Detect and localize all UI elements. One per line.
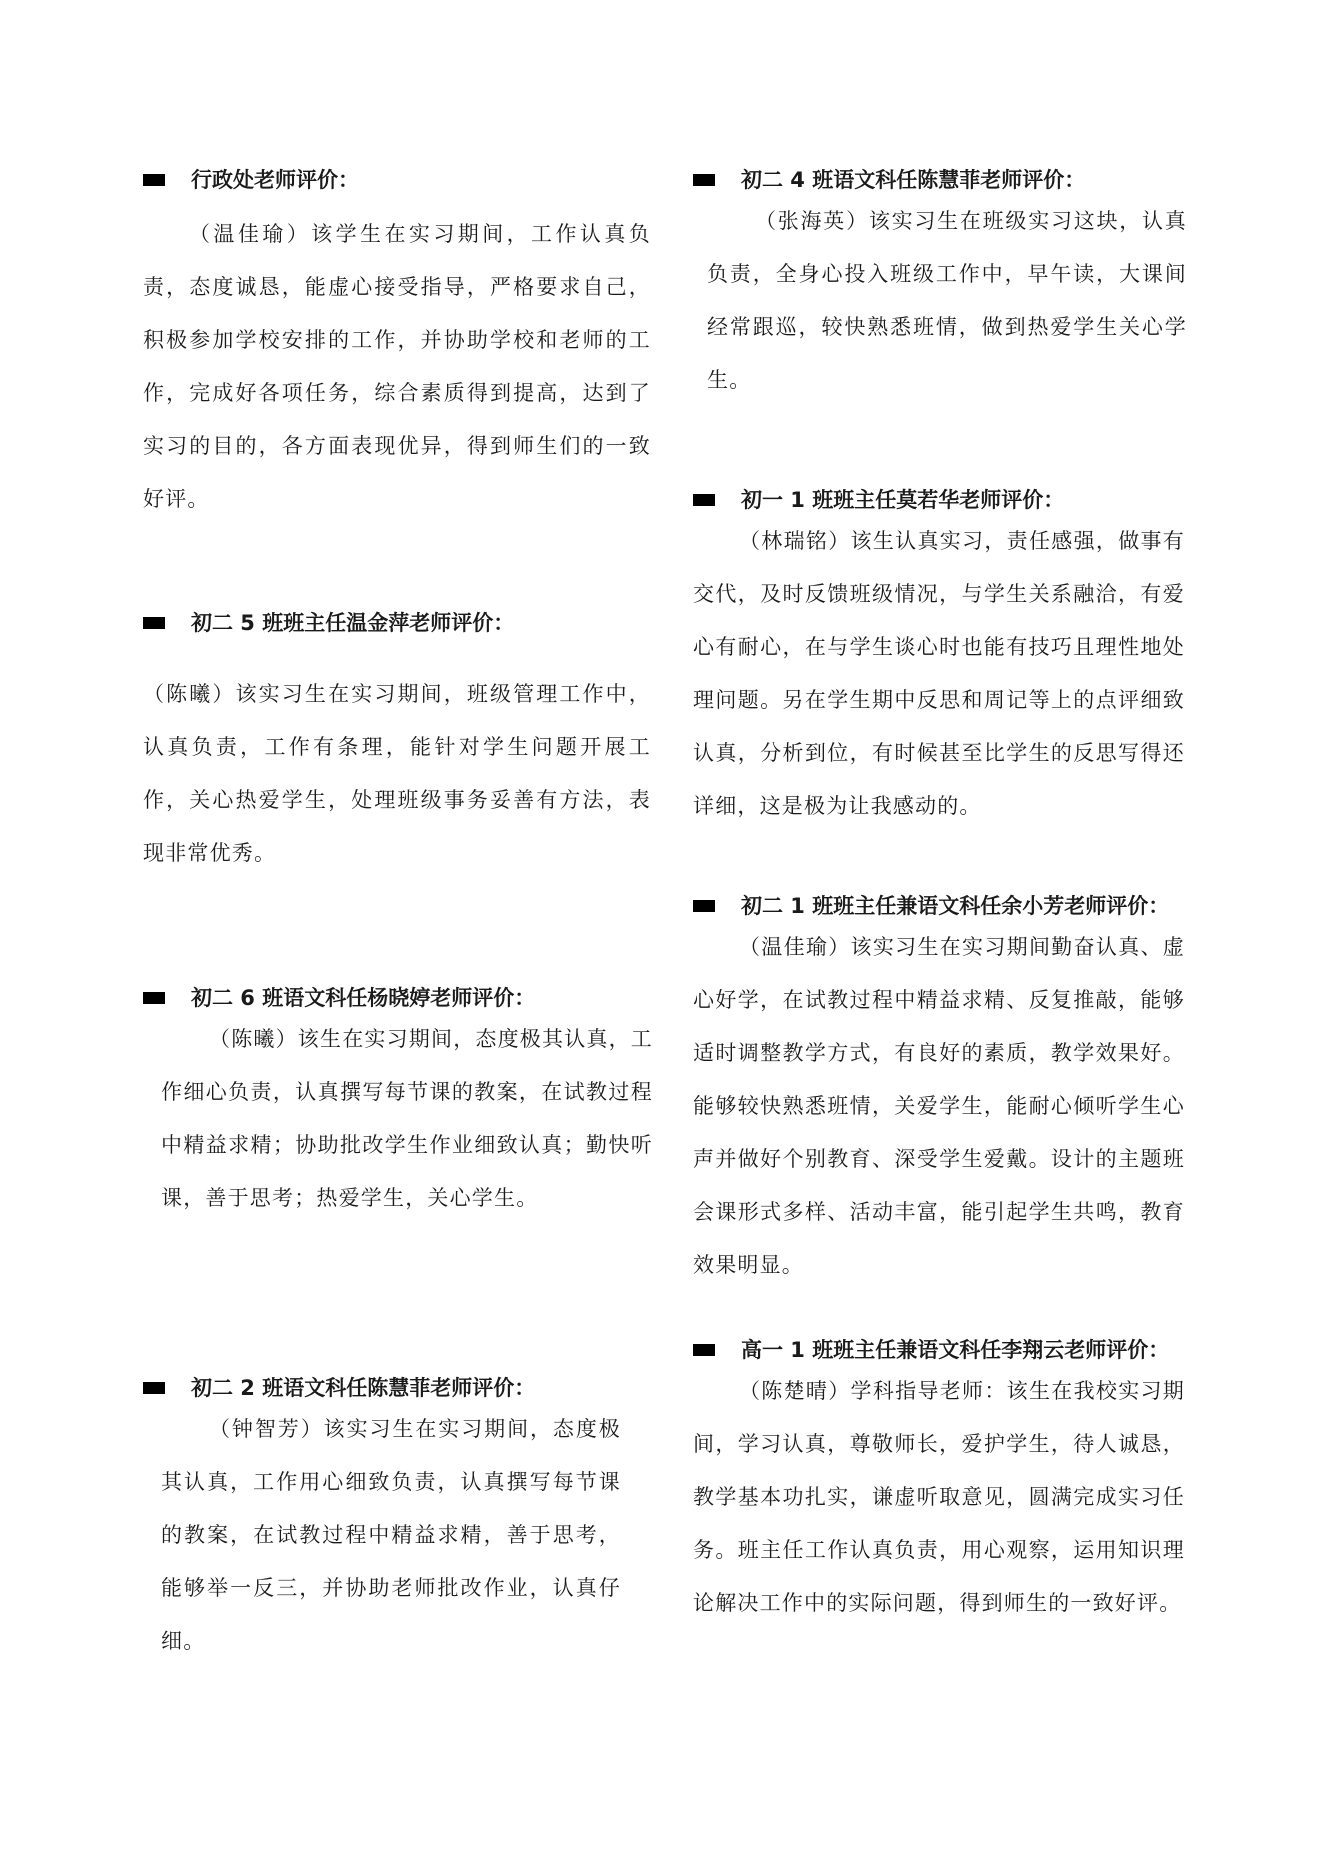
evaluation-heading-text: 初二 4 班语文科任陈慧菲老师评价： (741, 168, 1086, 192)
evaluation-body: （陈曦）该实习生在实习期间，班级管理工作中，认真负责，工作有条理，能针对学生问题开展工作，关心热爱学生，处理班级事务妥善有方法，表现非常优秀。 (143, 682, 651, 865)
evaluation-heading-text: 初二 1 班班主任兼语文科任余小芳老师评价： (741, 894, 1170, 918)
evaluation-body: （温佳瑜）该实习生在实习期间勤奋认真、虚心好学，在试教过程中精益求精、反复推敲，能够适时调整教学方式，有良好的素质，教学效果好。能够较快熟悉班情，关爱学生，能耐心倾听学生心声并做好个别教育、深受学生爱戴。设计的主题班会课形式多样、活动丰富，能引起学生共鸣，教育效果明显。 (693, 935, 1185, 1277)
evaluation-heading (143, 983, 653, 1013)
evaluation-heading-text: 初二 6 班语文科任杨晓婷老师评价： (191, 986, 536, 1010)
evaluation-heading (143, 608, 653, 638)
evaluation-heading-text: 初二 5 班班主任温金萍老师评价： (191, 611, 515, 635)
square-bullet-icon (693, 174, 715, 186)
evaluation-body: （陈曦）该生在实习期间，态度极其认真，工作细心负责，认真撰写每节课的教案，在试教过程中精益求精；协助批改学生作业细致认真；勤快听课，善于思考；热爱学生，关心学生。 (161, 1027, 653, 1210)
evaluation-grade8-class4-chinese (693, 165, 1213, 407)
evaluation-heading-text: 行政处老师评价： (191, 168, 359, 192)
square-bullet-icon (693, 494, 715, 506)
evaluation-grade7-class1-homeroom (693, 485, 1213, 833)
evaluation-grade10-class1-homeroom-chinese (693, 1335, 1223, 1630)
evaluation-grade8-class5-homeroom (143, 608, 653, 880)
evaluation-body: （钟智芳）该实习生在实习期间，态度极其认真，工作用心细致负责，认真撰写每节课的教案，在试教过程中精益求精，善于思考，能够举一反三，并协助老师批改作业，认真仔细。 (161, 1417, 621, 1653)
square-bullet-icon (693, 900, 715, 912)
square-bullet-icon (143, 174, 165, 186)
evaluation-body: （张海英）该实习生在班级实习这块，认真负责，全身心投入班级工作中，早午读，大课间经常跟巡，较快熟悉班情，做到热爱学生关心学生。 (707, 209, 1187, 392)
evaluation-grade8-class1-homeroom-chinese (693, 891, 1223, 1292)
evaluation-body: （温佳瑜）该学生在实习期间，工作认真负责，态度诚恳，能虚心接受指导，严格要求自己，积极参加学校安排的工作，并协助学校和老师的工作，完成好各项任务，综合素质得到提高，达到了实习的目的，各方面表现优异，得到师生们的一致好评。 (143, 222, 651, 511)
evaluation-heading (693, 165, 1213, 195)
evaluation-heading (693, 1335, 1223, 1365)
evaluation-grade8-class2-chinese (143, 1373, 653, 1668)
evaluation-grade8-class6-chinese (143, 983, 653, 1225)
evaluation-heading (693, 485, 1213, 515)
evaluation-heading-text: 初一 1 班班主任莫若华老师评价： (741, 488, 1065, 512)
evaluation-admin (143, 165, 653, 526)
evaluation-heading (143, 1373, 653, 1403)
evaluation-heading (693, 891, 1223, 921)
evaluation-body: （陈楚晴）学科指导老师：该生在我校实习期间，学习认真，尊敬师长，爱护学生，待人诚恳，教学基本功扎实，谦虚听取意见，圆满完成实习任务。班主任工作认真负责，用心观察，运用知识理论解决工作中的实际问题，得到师生的一致好评。 (693, 1379, 1185, 1615)
square-bullet-icon (143, 992, 165, 1004)
evaluation-heading-text: 初二 2 班语文科任陈慧菲老师评价： (191, 1376, 536, 1400)
square-bullet-icon (143, 1382, 165, 1394)
evaluation-body: （林瑞铭）该生认真实习，责任感强，做事有交代，及时反馈班级情况，与学生关系融洽，有爱心有耐心，在与学生谈心时也能有技巧且理性地处理问题。另在学生期中反思和周记等上的点评细致认真，分析到位，有时候甚至比学生的反思写得还详细，这是极为让我感动的。 (693, 529, 1185, 818)
evaluation-heading (143, 165, 653, 195)
square-bullet-icon (693, 1344, 715, 1356)
evaluation-heading-text: 高一 1 班班主任兼语文科任李翔云老师评价： (741, 1338, 1170, 1362)
square-bullet-icon (143, 617, 165, 629)
